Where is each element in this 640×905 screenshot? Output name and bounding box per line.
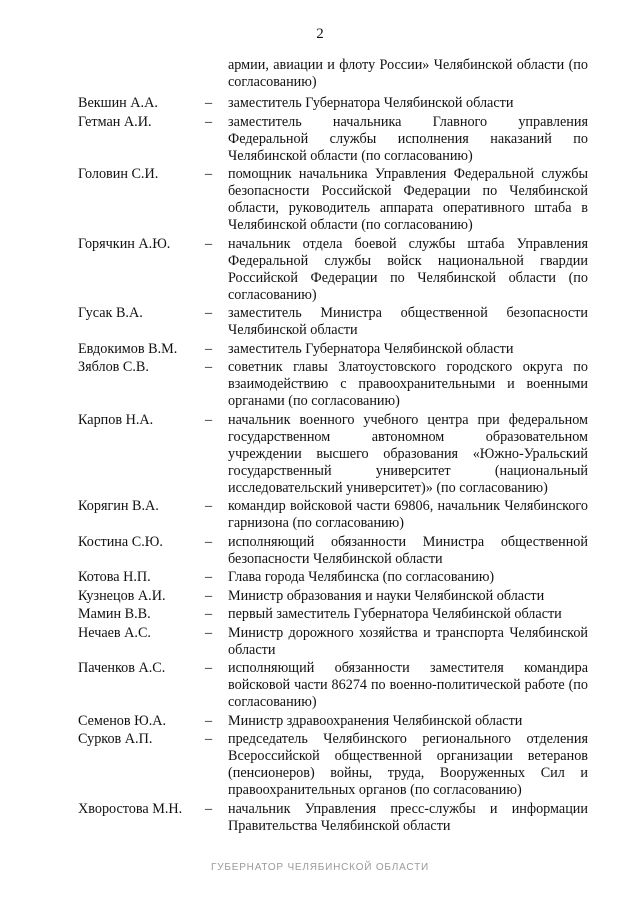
- member-position: исполняющий обязанности заместителя командира войсковой части 86274 по военно-политической работе (по согласованию): [228, 660, 588, 710]
- footer-watermark: ГУБЕРНАТОР ЧЕЛЯБИНСКОЙ ОБЛАСТИ: [211, 862, 429, 873]
- member-position: заместитель Губернатора Челябинской области: [228, 95, 514, 111]
- member-position: исполняющий обязанности Министра общественной безопасности Челябинской области: [228, 533, 588, 567]
- member-position: советник главы Златоустовского городского округа по взаимодействию с правоохранительными и военными органами (по согласованию): [228, 359, 588, 409]
- member-name: Паченков А.С.: [78, 660, 166, 676]
- member-position: заместитель Губернатора Челябинской области: [228, 340, 514, 357]
- dash: –: [205, 624, 213, 641]
- list-item: [78, 588, 598, 605]
- dash: –: [205, 166, 213, 182]
- page-number: 2: [316, 26, 324, 42]
- dash: –: [205, 498, 213, 514]
- member-position: помощник начальника Управления Федеральной службы безопасности Российской Федерации по Челябинской области, руководитель аппарата оперативного штаба в Челябинской области (по согласованию): [228, 166, 588, 233]
- dash: –: [205, 359, 213, 375]
- dash: –: [205, 731, 213, 747]
- list-item: [78, 731, 598, 799]
- list-item: [78, 498, 598, 532]
- list-item: [78, 606, 598, 623]
- member-name: Костина С.Ю.: [78, 533, 163, 550]
- list-item: [78, 95, 598, 112]
- member-position: начальник военного учебного центра при федеральном государственном автономном образовательном учреждении высшего образования «Южно-Уральский государственный университет (национальный исследовательский университет)» (по согласованию): [228, 411, 588, 496]
- member-name: Карпов Н.А.: [78, 411, 154, 428]
- member-name: Корягин В.А.: [78, 498, 159, 514]
- member-name: Гусак В.А.: [78, 305, 143, 321]
- member-position: Глава города Челябинска (по согласованию): [228, 569, 495, 585]
- list-item: [78, 625, 598, 659]
- member-name: Кузнецов А.И.: [78, 587, 166, 604]
- member-name: Головин С.И.: [78, 166, 159, 182]
- member-name: Зяблов С.В.: [78, 359, 149, 375]
- dash: –: [205, 305, 213, 321]
- member-position: Министр образования и науки Челябинской области: [228, 587, 545, 604]
- dash: –: [205, 800, 213, 817]
- dash: –: [205, 340, 213, 357]
- member-name: Горячкин А.Ю.: [78, 235, 171, 252]
- member-name: Гетман А.И.: [78, 113, 152, 130]
- list-item: [78, 569, 598, 586]
- dash: –: [205, 569, 213, 585]
- dash: –: [205, 712, 213, 729]
- member-position: начальник отдела боевой службы штаба Управления Федеральной службы войск национальной гвардии Российской Федерации по Челябинской области (по согласованию): [228, 235, 588, 303]
- member-position: председатель Челябинского регионального отделения Всероссийской общественной организации ветеранов (пенсионеров) войны, труда, Вооруженных Сил и правоохранительных органов (по согласованию): [228, 731, 588, 798]
- dash: –: [205, 533, 213, 550]
- member-position: командир войсковой части 69806, начальник Челябинского гарнизона (по согласованию): [228, 498, 588, 531]
- member-name: Векшин А.А.: [78, 95, 158, 111]
- member-name: Семенов Ю.А.: [78, 712, 167, 729]
- list-item: [78, 166, 598, 234]
- member-position: первый заместитель Губернатора Челябинской области: [228, 606, 562, 622]
- member-name: Сурков А.П.: [78, 731, 153, 747]
- list-item: [78, 114, 598, 165]
- dash: –: [205, 660, 213, 676]
- dash: –: [205, 235, 213, 252]
- continuation-text: армии, авиации и флоту России» Челябинской области (по согласованию): [228, 57, 588, 90]
- list-item: [78, 305, 598, 339]
- list-item: [78, 534, 598, 568]
- dash: –: [205, 587, 213, 604]
- member-name: Хворостова М.Н.: [78, 800, 183, 817]
- dash: –: [205, 606, 213, 622]
- member-position: Министр дорожного хозяйства и транспорта Челябинской области: [228, 624, 588, 658]
- list-item: [78, 713, 598, 730]
- dash: –: [205, 113, 213, 130]
- dash: –: [205, 95, 213, 111]
- member-list: [78, 95, 598, 836]
- member-position: начальник Управления пресс-службы и информации Правительства Челябинской области: [228, 800, 588, 834]
- list-item: [78, 801, 598, 835]
- list-item: [78, 341, 598, 358]
- member-name: Котова Н.П.: [78, 569, 151, 585]
- member-name: Мамин В.В.: [78, 606, 151, 622]
- dash: –: [205, 411, 213, 428]
- member-position: заместитель Министра общественной безопасности Челябинской области: [228, 305, 588, 338]
- list-item: [78, 660, 598, 711]
- member-position: Министр здравоохранения Челябинской области: [228, 712, 523, 729]
- list-item: [78, 236, 598, 304]
- member-position: заместитель начальника Главного управления Федеральной службы исполнения наказаний по Челябинской области (по согласованию): [228, 113, 588, 164]
- member-name: Нечаев А.С.: [78, 624, 151, 641]
- member-name: Евдокимов В.М.: [78, 340, 178, 357]
- list-item: [78, 412, 598, 497]
- list-item: [78, 359, 598, 410]
